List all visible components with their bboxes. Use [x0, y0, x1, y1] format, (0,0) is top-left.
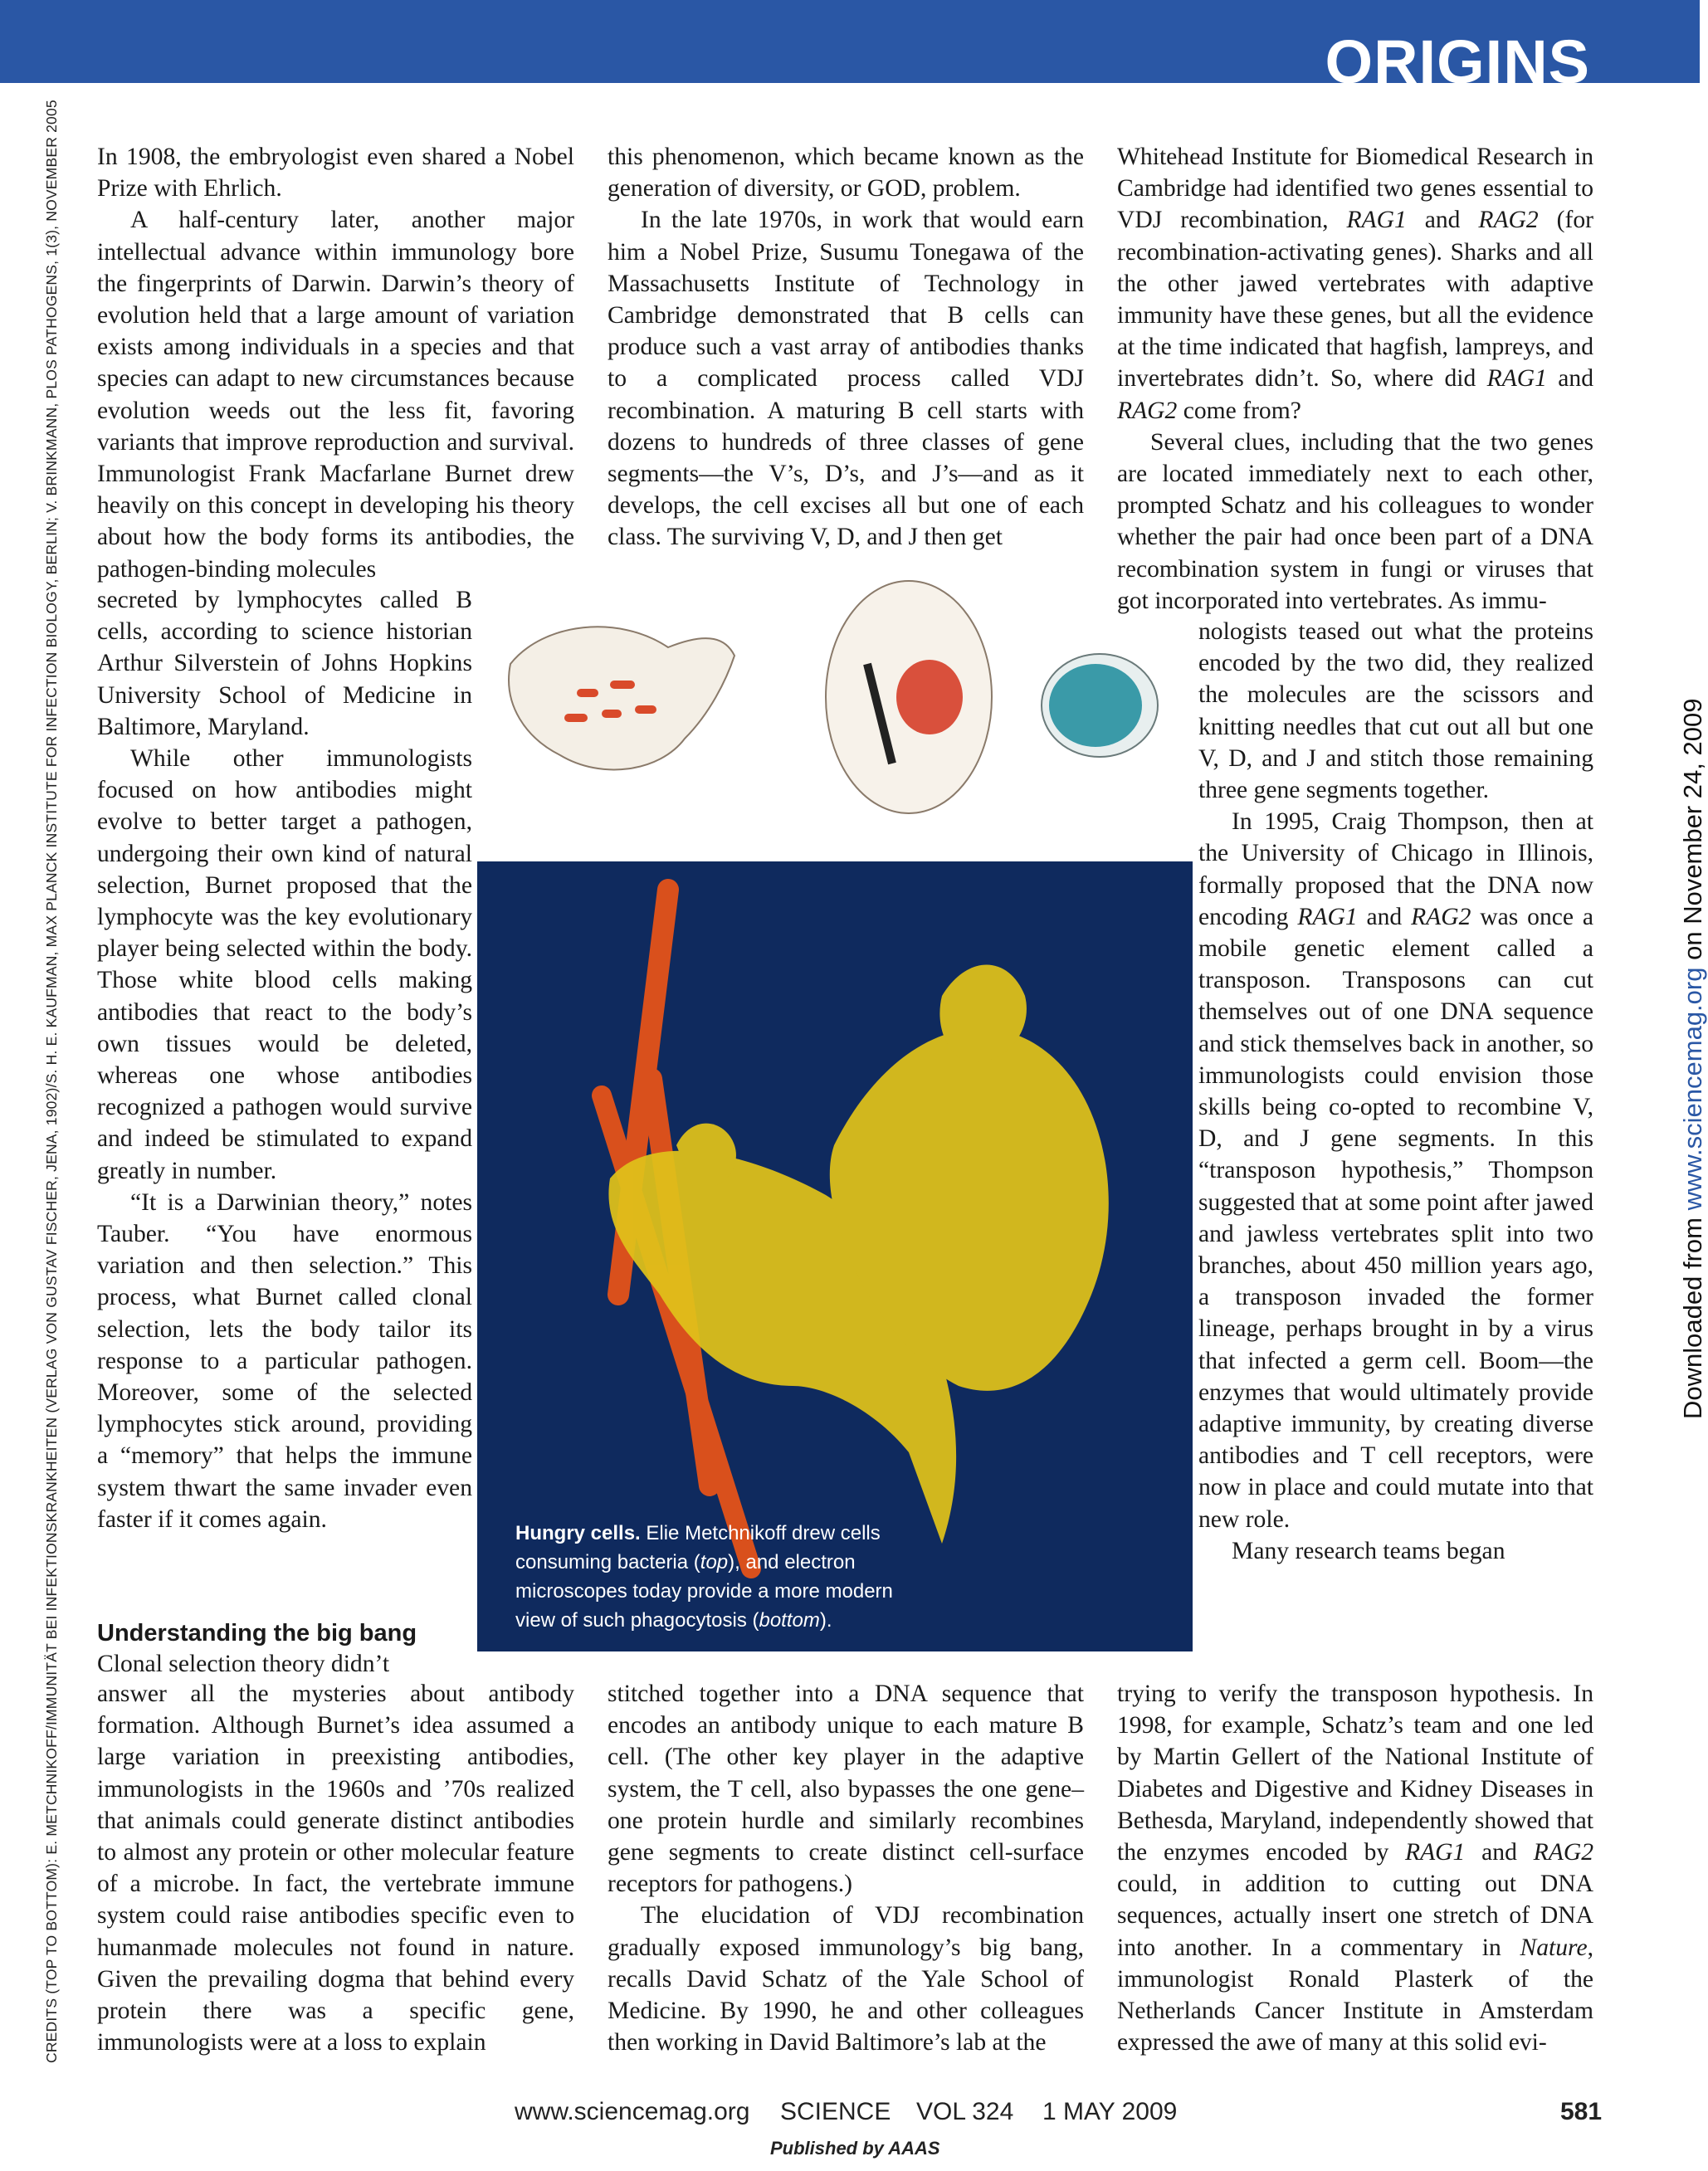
paragraph: “It is a Darwinian theory,” notes Tauber. “You have enormous variation and then selection.” This process, what Burnet called clonal selection, lets the body tailor its response to a particular pathogen. Moreover, some of the selected lymphocytes stick around, providing a “memory” that helps the immune system thwart the same invader even faster if it comes again.: [97, 1188, 472, 1533]
paragraph: Several clues, including that the two genes are located immediately next to each other, prompted Schatz and his colleagues to wonder whether the pair had once been part of a DNA recombination system in fungi or viruses that got incorporated into vertebrates. As immu-: [1117, 428, 1593, 614]
footer-date: 1 MAY 2009: [1042, 2098, 1178, 2125]
paragraph: this phenomenon, which became known as the generation of diversity, or GOD, problem.: [608, 144, 1084, 202]
page-number: 581: [1560, 2098, 1603, 2125]
metchnikoff-drawings: [477, 573, 1193, 871]
paragraph: Clonal selection theory didn’t: [97, 1651, 390, 1677]
column-2-top: [608, 141, 1084, 554]
paragraph: In 1908, the embryologist even shared a Nobel Prize with Ehrlich.: [97, 144, 574, 202]
column-3-narrow: [1198, 616, 1593, 1567]
footer-url[interactable]: www.sciencemag.org: [515, 2098, 750, 2125]
column-1-narrow: [97, 584, 472, 1535]
subhead: Understanding the big bang: [97, 1620, 417, 1647]
paragraph: trying to verify the transposon hypothesis. In 1998, for example, Schatz’s team and one led by Martin Gellert of the National Institute of Diabetes and Digestive and Kidney Diseases in Bethesda, Maryland, independently showed that the enzymes encoded by RAG1 and RAG2 could, in addition to cutting out DNA sequences, actually insert one stretch of DNA into another. In a commentary in Nature, immunologist Ronald Plasterk of the Netherlands Cancer Institute in Amsterdam expressed the awe of many at this solid evi-: [1117, 1681, 1593, 2056]
paragraph: While other immunologists focused on how antibodies might evolve to better target a pathogen, undergoing their own kind of natural selection, Burnet proposed that the lymphocyte was the key evolutionary player being selected within the body. Those white blood cells making antibodies that react to the body’s own tissues would be deleted, whereas one whose antibodies recognized a pathogen would survive and indeed be stimulated to expand greatly in number.: [97, 745, 472, 1184]
download-link[interactable]: www.sciencemag.org: [1678, 967, 1707, 1211]
column-1-subhead-start: [97, 1648, 472, 1680]
paragraph: In 1995, Craig Thompson, then at the University of Chicago in Illinois, formally proposed that the DNA now encoding RAG1 and RAG2 was once a mobile genetic element called a transposon. Transposons can cut themselves out of one DNA sequence and stick themselves back in another, so immunologists could envision those skills being co-opted to recombine V, D, and J gene segments. In this “transposon hypothesis,” Thompson suggested that at some point after jawed and jawless vertebrates split into two branches, about 450 million years ago, a transposon invaded the former lineage, perhaps brought in by a virus that infected a germ cell. Boom—the enzymes that would ultimately provide adaptive immunity, by creating diverse antibodies and T cell receptors, were now in place and could mutate into that new role.: [1198, 808, 1593, 1533]
footer-volume: VOL 324: [916, 2098, 1014, 2125]
drawing-cell-left: [509, 627, 734, 769]
figure-caption: Hungry cells. Elie Metchnikoff drew cells consuming bacteria (top), and electron microscopes today provide a more modern view of such phagocytosis (bottom).: [515, 1522, 893, 1632]
drawing-cell-middle: [826, 581, 992, 813]
section-banner: [0, 0, 1700, 96]
column-3-bottom: [1117, 1678, 1593, 2058]
column-1-bottom: [97, 1678, 574, 2058]
footer-journal: SCIENCE: [780, 2098, 891, 2125]
download-notice: Downloaded from www.sciencemag.org on November 24, 2009: [1678, 698, 1707, 1419]
column-2-bottom: [608, 1678, 1084, 2058]
published-by: Published by AAAS: [770, 2138, 940, 2159]
drawing-cell-right: [1042, 654, 1158, 757]
section-title: ORIGINS: [1325, 27, 1590, 96]
paragraph: answer all the mysteries about antibody formation. Although Burnet’s idea assumed a large variation in preexisting antibodies, immunologists in the 1960s and ’70s realized that animals could generate distinct antibodies to almost any protein or other molecular feature of a microbe. In fact, the vertebrate immune system could raise antibodies specific even to humanmade molecules not found in nature. Given the prevailing dogma that behind every protein there was a specific gene, immunologists were at a loss to explain: [97, 1681, 574, 2056]
photo-credit: CREDITS (TOP TO BOTTOM): E. METCHNIKOFF/IMMUNITÄT BEI INFEKTIONSKRANKHEITEN (VERLAG VON GUSTAV FISCHER, JENA, 1902)/S. H. E. KAUFMAN, MAX PLANCK INSTITUTE FOR INFECTION BIOLOGY, BERLIN; V. BRINKMANN, PLOS PATHOGENS, 1(3), NOVEMBER 2005: [43, 100, 60, 2063]
column-1-top: [97, 141, 574, 585]
paragraph: Whitehead Institute for Biomedical Research in Cambridge had identified two genes essential to VDJ recombination, RAG1 and RAG2 (for recombination-activating genes). Sharks and all the other jawed vertebrates with adaptive immunity have these genes, but all the evidence at the time indicated that hagfish, lampreys, and invertebrates didn’t. So, where did RAG1 and RAG2 come from?: [1117, 144, 1593, 424]
paragraph: secreted by lymphocytes called B cells, according to science historian Arthur Silverstein of Johns Hopkins University School of Medicine in Baltimore, Maryland.: [97, 587, 472, 740]
column-3-top: [1117, 141, 1593, 617]
paragraph: The elucidation of VDJ recombination gradually exposed immunology’s big bang, recalls David Schatz of the Yale School of Medicine. By 1990, he and other colleagues then working in David Baltimore’s lab at the: [608, 1902, 1084, 2056]
paragraph: A half-century later, another major intellectual advance within immunology bore the fingerprints of Darwin. Darwin’s theory of evolution held that a large amount of variation exists among individuals in a species and that species can adapt to new circumstances because evolution weeds out the less fit, favoring variants that improve reproduction and survival. Immunologist Frank Macfarlane Burnet drew heavily on this concept in developing his theory about how the body forms its antibodies, the pathogen-binding molecules: [97, 207, 574, 583]
paragraph: nologists teased out what the proteins encoded by the two did, they realized the molecules are the scissors and knitting needles that cut out all but one V, D, and J and stitch those remaining three gene segments together.: [1198, 618, 1593, 804]
paragraph: stitched together into a DNA sequence that encodes an antibody unique to each mature B cell. (The other key player in the adaptive system, the T cell, also bypasses the one gene–one protein hurdle and similarly recombines gene segments to create distinct cell-surface receptors for pathogens.): [608, 1681, 1084, 1898]
paragraph: Many research teams began: [1232, 1537, 1505, 1564]
paragraph: In the late 1970s, in work that would earn him a Nobel Prize, Susumu Tonegawa of the Massachusetts Institute of Technology in Cambridge demonstrated that B cells can produce such a vast array of antibodies thanks to a complicated process called VDJ recombination. A maturing B cell starts with dozens to hundreds of three classes of gene segments—the V’s, D’s, and J’s—and as it develops, the cell excises all but one of each class. The surviving V, D, and J then get: [608, 207, 1084, 551]
